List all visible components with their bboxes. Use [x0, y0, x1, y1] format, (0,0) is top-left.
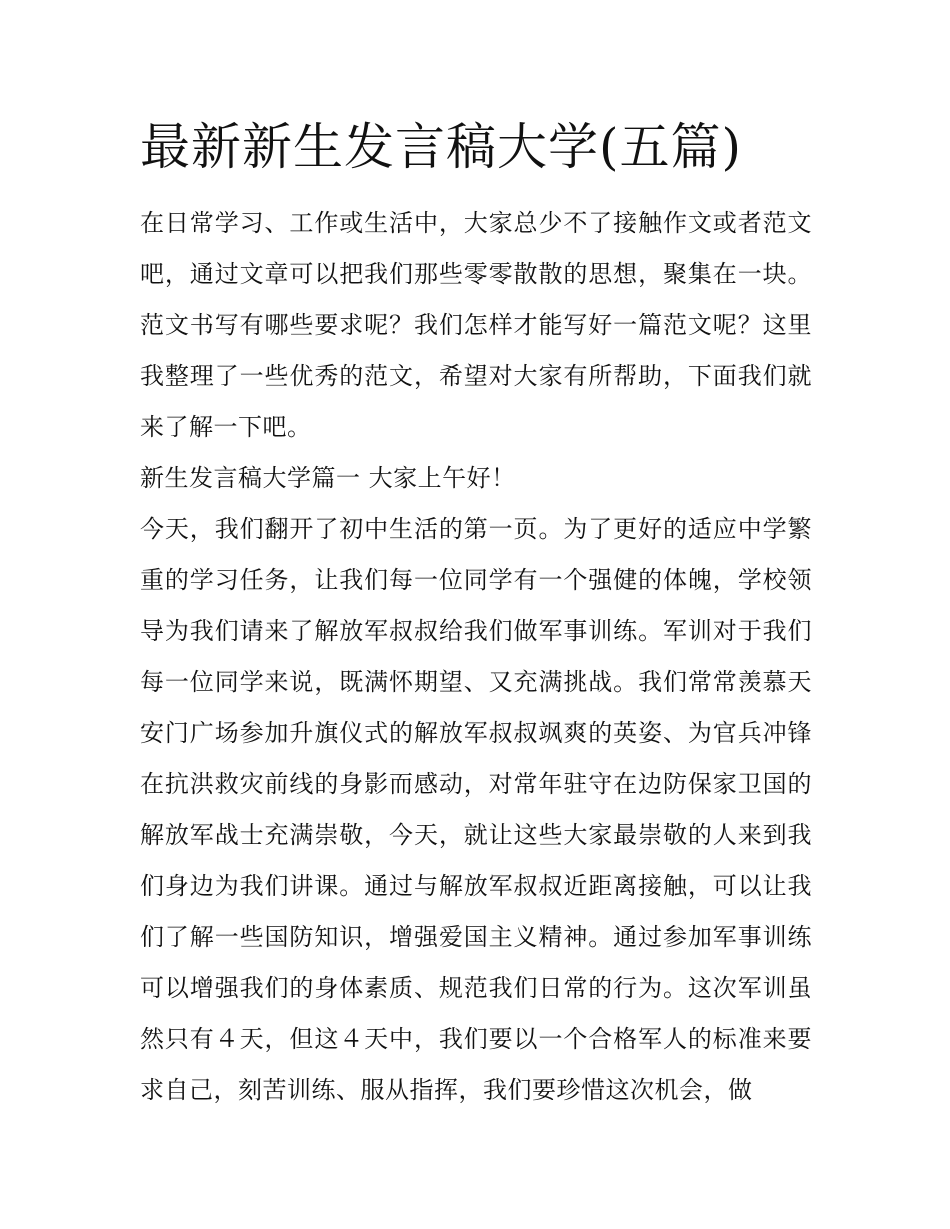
document-body	[140, 198, 812, 1116]
speech-paragraph: 今天，我们翻开了初中生活的第一页。为了更好的适应中学繁重的学习任务，让我们每一位同学有一个强健的体魄，学校领导为我们请来了解放军叔叔给我们做军事训练。军训对于我们每一位同学来说，既满怀期望、又充满挑战。我们常常羡慕天安门广场参加升旗仪式的解放军叔叔飒爽的英姿、为官兵冲锋在抗洪救灾前线的身影而感动，对常年驻守在边防保家卫国的解放军战士充满崇敬，今天，就让这些大家最崇敬的人来到我们身边为我们讲课。通过与解放军叔叔近距离接触，可以让我们了解一些国防知识，增强爱国主义精神。通过参加军事训练可以增强我们的身体素质、规范我们日常的行为。这次军训虽然只有４天，但这４天中，我们要以一个合格军人的标准来要求自己，刻苦训练、服从指挥，我们要珍惜这次机会，做	[140, 515, 812, 1104]
intro-paragraph: 在日常学习、工作或生活中，大家总少不了接触作文或者范文吧，通过文章可以把我们那些零零散散的思想，聚集在一块。范文书写有哪些要求呢？我们怎样才能写好一篇范文呢？这里我整理了一些优秀的范文，希望对大家有所帮助，下面我们就来了解一下吧。	[140, 209, 812, 441]
section-heading-paragraph: 新生发言稿大学篇一 大家上午好！	[140, 464, 516, 492]
document-title: 最新新生发言稿大学(五篇)	[140, 118, 743, 176]
